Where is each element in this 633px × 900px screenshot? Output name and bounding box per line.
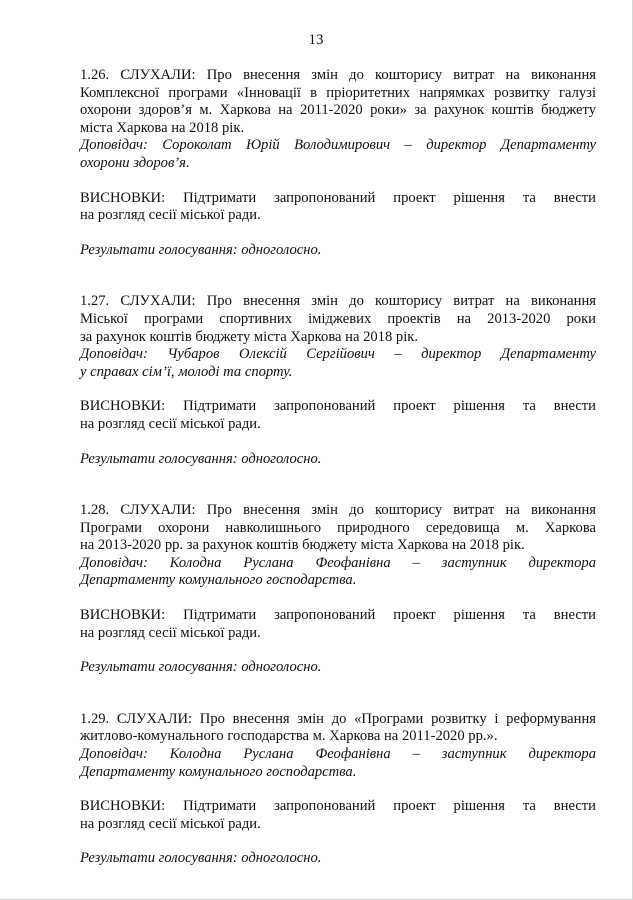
- speaker-paragraph: [80, 746, 596, 781]
- conclusions-paragraph: [80, 190, 596, 225]
- conclusions-paragraph: [80, 398, 596, 433]
- heard-line: житлово-комунального господарства м. Харкова на 2011-2020 рр.».: [80, 728, 498, 745]
- heard-line: Комплексної програми «Інновації в пріоритетних напрямках розвитку галузі: [80, 84, 596, 101]
- speaker-line: Доповідач: Сороколат Юрій Володимирович – директор Департаменту: [80, 137, 596, 154]
- heard-paragraph: [80, 293, 596, 346]
- speaker-line: у справах сім’ї, молоді та спорту.: [80, 363, 293, 380]
- heard-line: охорони здоров’я м. Харкова на 2011-2020 роки» за рахунок коштів бюджету: [80, 102, 596, 119]
- speaker-paragraph: [80, 346, 596, 381]
- heard-line: 1.29. СЛУХАЛИ: Про внесення змін до «Програми розвитку і реформування: [80, 710, 596, 727]
- minutes-content: [80, 67, 596, 868]
- agenda-item-1-26: [80, 67, 596, 259]
- heard-line: міста Харкова на 2018 рік.: [80, 119, 245, 136]
- speaker-line: Департаменту комунального господарства.: [80, 572, 357, 589]
- conclusions-paragraph: [80, 607, 596, 642]
- conclusions-line: на розгляд сесії міської ради.: [80, 207, 261, 224]
- heard-paragraph: [80, 711, 596, 746]
- speaker-line: Доповідач: Чубаров Олексій Сергійович – директор Департаменту: [80, 346, 596, 363]
- conclusions-line: ВИСНОВКИ: Підтримати запропонований проект рішення та внести: [80, 607, 596, 624]
- agenda-item-1-27: [80, 293, 596, 468]
- heard-line: за рахунок коштів бюджету міста Харкова на 2018 рік.: [80, 328, 419, 345]
- conclusions-line: ВИСНОВКИ: Підтримати запропонований проект рішення та внести: [80, 798, 596, 815]
- speaker-line: Доповідач: Колодна Руслана Феофанівна – заступник директора: [80, 746, 596, 763]
- vote-result: Результати голосування: одноголосно.: [80, 241, 322, 258]
- heard-paragraph: [80, 502, 596, 555]
- conclusions-line: ВИСНОВКИ: Підтримати запропонований проект рішення та внести: [80, 189, 596, 206]
- vote-result: Результати голосування: одноголосно.: [80, 450, 322, 467]
- vote-result: Результати голосування: одноголосно.: [80, 850, 322, 867]
- page-number: 13: [308, 32, 324, 48]
- agenda-item-1-29: [80, 711, 596, 868]
- agenda-item-1-28: [80, 502, 596, 677]
- heard-line: 1.26. СЛУХАЛИ: Про внесення змін до кошторису витрат на виконання: [80, 67, 596, 83]
- speaker-paragraph: [80, 555, 596, 590]
- conclusions-paragraph: [80, 798, 596, 833]
- conclusions-line: на розгляд сесії міської ради.: [80, 415, 261, 432]
- speaker-line: охорони здоров’я.: [80, 154, 190, 171]
- conclusions-line: на розгляд сесії міської ради.: [80, 624, 261, 641]
- heard-line: 1.27. СЛУХАЛИ: Про внесення змін до кошторису витрат на виконання: [80, 293, 596, 310]
- heard-line: 1.28. СЛУХАЛИ: Про внесення змін до кошторису витрат на виконання: [80, 502, 596, 519]
- conclusions-line: ВИСНОВКИ: Підтримати запропонований проект рішення та внести: [80, 398, 596, 415]
- heard-line: Міської програми спортивних іміджевих проектів на 2013-2020 роки: [80, 310, 596, 327]
- heard-line: на 2013-2020 рр. за рахунок коштів бюджету міста Харкова на 2018 рік.: [80, 537, 525, 554]
- heard-paragraph: [80, 67, 596, 137]
- speaker-line: Департаменту комунального господарства.: [80, 763, 357, 780]
- conclusions-line: на розгляд сесії міської ради.: [80, 815, 261, 832]
- heard-line: Програми охорони навколишнього природного середовища м. Харкова: [80, 519, 596, 536]
- vote-result: Результати голосування: одноголосно.: [80, 659, 322, 676]
- speaker-paragraph: [80, 137, 596, 172]
- speaker-line: Доповідач: Колодна Руслана Феофанівна – заступник директора: [80, 554, 596, 571]
